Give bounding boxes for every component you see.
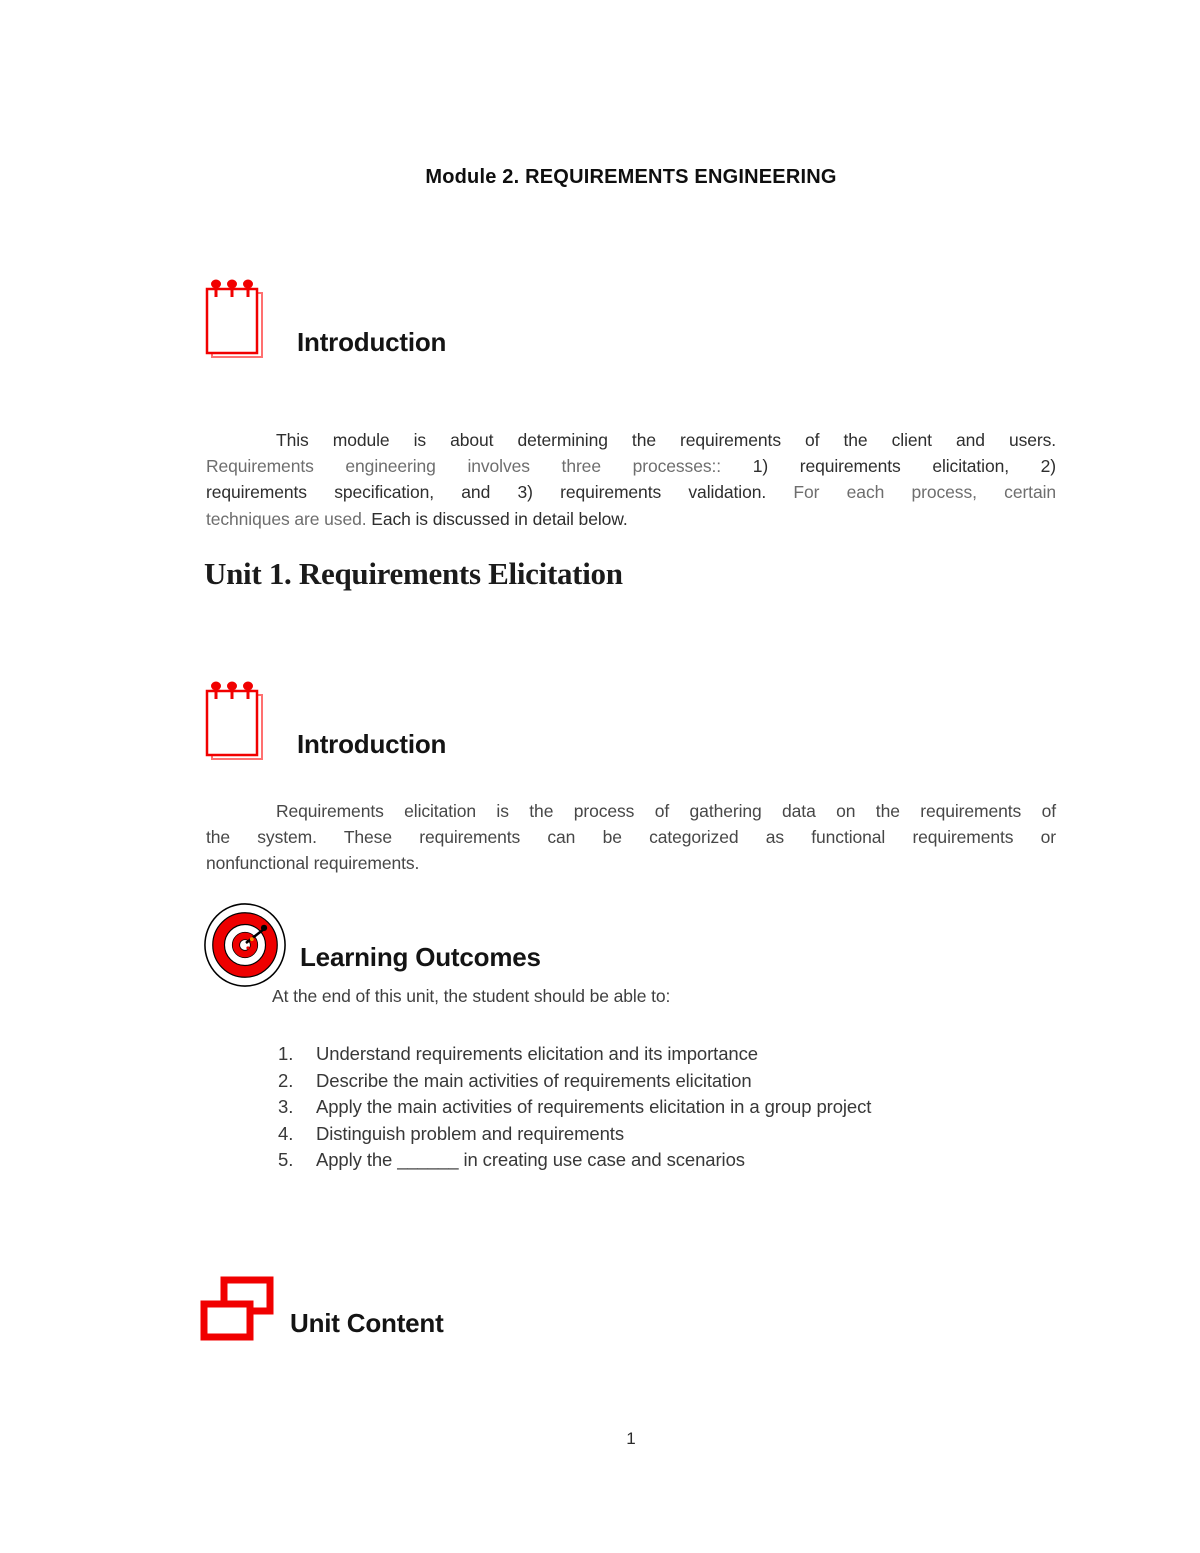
item-text: Apply the ______ in creating use case and scenarios bbox=[316, 1149, 745, 1170]
unit-content-heading: Unit Content bbox=[290, 1308, 444, 1338]
outcome-item bbox=[278, 1041, 871, 1068]
section-heading-introduction: Introduction bbox=[297, 729, 447, 759]
item-number: 4. bbox=[278, 1122, 294, 1144]
learning-outcomes-lead: At the end of this unit, the student should be able to: bbox=[272, 986, 671, 1006]
notepad-icon bbox=[202, 277, 266, 363]
overlapping-windows-icon bbox=[200, 1276, 274, 1342]
paragraph-line bbox=[206, 427, 1056, 453]
module-title: Module 2. REQUIREMENTS ENGINEERING bbox=[425, 166, 837, 188]
item-text: Apply the main activities of requirements elicitation in a group project bbox=[316, 1096, 872, 1117]
paragraph-text: Requirements engineering involves three processes:: bbox=[206, 456, 753, 477]
page-number: 1 bbox=[626, 1429, 636, 1448]
paragraph-text: This module is about determining the requirements of the client and users. bbox=[276, 430, 1056, 450]
outcome-item bbox=[278, 1094, 871, 1121]
item-number: 2. bbox=[278, 1069, 294, 1091]
learning-outcomes-list bbox=[278, 1041, 871, 1174]
outcome-item bbox=[278, 1068, 871, 1095]
notepad-icon bbox=[202, 679, 266, 765]
item-number: 1. bbox=[278, 1043, 294, 1064]
paragraph-line bbox=[206, 479, 1056, 505]
module-intro-paragraph bbox=[206, 427, 1056, 532]
paragraph-text: For each process, certain bbox=[793, 482, 1056, 503]
paragraph-text: Each is discussed in detail below. bbox=[371, 508, 628, 529]
paragraph-text: nonfunctional requirements. bbox=[206, 853, 420, 874]
unit-title: Unit 1. Requirements Elicitation bbox=[204, 556, 623, 591]
paragraph-line bbox=[206, 453, 1056, 479]
paragraph-text: techniques are used. bbox=[206, 508, 372, 529]
item-number: 5. bbox=[278, 1149, 294, 1170]
paragraph-line bbox=[206, 824, 1056, 850]
paragraph-text: Requirements elicitation is the process of gathering data on the requirements of bbox=[276, 801, 1056, 821]
outcome-item bbox=[278, 1121, 871, 1148]
paragraph-line bbox=[206, 798, 1056, 824]
item-text: Distinguish problem and requirements bbox=[316, 1122, 624, 1144]
paragraph-line bbox=[206, 506, 1056, 532]
paragraph-text: requirements specification, and 3) requirements validation. bbox=[206, 482, 794, 503]
section-heading-introduction: Introduction bbox=[297, 327, 447, 357]
outcome-item bbox=[278, 1147, 871, 1174]
item-number: 3. bbox=[278, 1096, 294, 1117]
paragraph-text: the system. These requirements can be categorized as functional requirements or bbox=[206, 827, 1056, 848]
item-text: Describe the main activities of requirements elicitation bbox=[316, 1069, 752, 1091]
target-icon bbox=[202, 902, 288, 988]
paragraph-line bbox=[206, 850, 1056, 876]
unit-intro-paragraph bbox=[206, 798, 1056, 877]
item-text: Understand requirements elicitation and its importance bbox=[316, 1043, 758, 1064]
paragraph-text: 1) requirements elicitation, 2) bbox=[752, 456, 1057, 477]
learning-outcomes-heading: Learning Outcomes bbox=[300, 942, 541, 972]
